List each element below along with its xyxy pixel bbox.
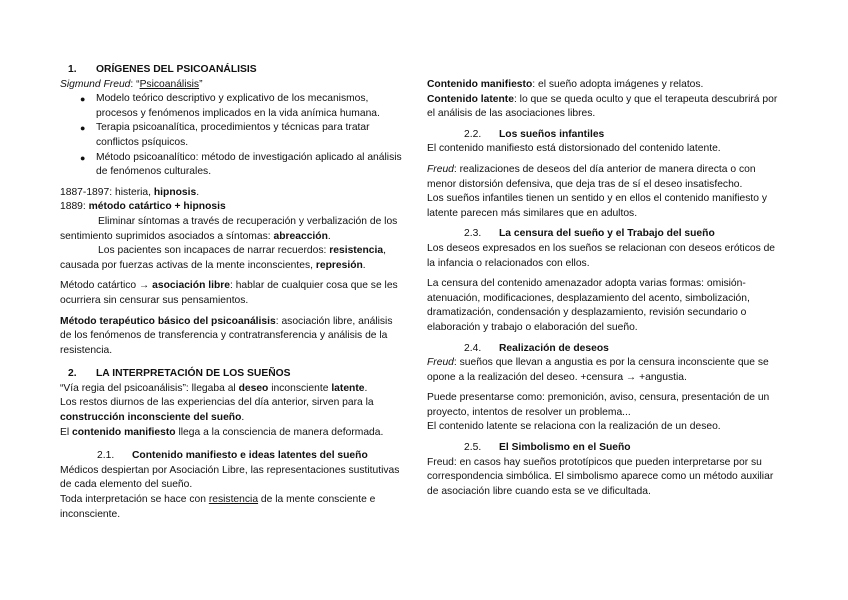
section-2-heading: 2. LA INTERPRETACIÓN DE LOS SUEÑOS [68, 368, 291, 380]
cm-definition: Contenido manifiesto: el sueño adopta imágenes y relatos. [427, 79, 704, 90]
catartico-paragraph: Método catártico → asociación libre: hablar de cualquier cosa que se les ocurriera sin censurar sus pensamientos. [60, 280, 398, 306]
bullet-list [60, 92, 404, 180]
list-item: ● Modelo teórico descriptivo y explicativo de los mecanismos, procesos y fenómenos implicados en la vida anímica humana. [80, 93, 380, 119]
psicoanalisis-link[interactable]: Psicoanálisis [139, 78, 200, 90]
section-2-1-heading: 2.1. Contenido manifiesto e ideas latentes del sueño [97, 450, 368, 462]
section-2-4-heading: 2.4. Realización de deseos [464, 342, 609, 354]
freud-angustia-paragraph: Freud: sueños que llevan a angustia es por la censura inconsciente que se opone a la realización del deseo. +censura → +angustia. [427, 357, 769, 383]
simbolismo-paragraph: Freud: en casos hay sueños prototípicos que pueden interpretarse por su correspondencia simbólica. El simbolismo aparece como un método auxiliar de asociación libre cuando esta se ve dificultada. [427, 456, 774, 497]
resistencia-paragraph: Los pacientes son incapaces de narrar recuerdos: resistencia, causada por fuerzas activas de la mente inconscientes, represión. [60, 245, 386, 271]
date-line-1889: 1889: método catártico + hipnosis [60, 201, 226, 213]
censura-paragraph: La censura del contenido amenazador adopta varias formas: omisión-atenuación, modificaciones, desplazamiento del acento, simbolización, dramatización, condensación y desplazamiento, revisión secundario o elaboración y trabajo o elaboración del sueño. [427, 278, 750, 333]
author-line: Sigmund Freud: “Psicoanálisis” [60, 78, 203, 90]
date-line-1887: 1887-1897: histeria, hipnosis. [60, 186, 200, 198]
bullet-icon: ● [80, 152, 86, 163]
right-column [427, 78, 785, 499]
abreaccion-paragraph: Eliminar síntomas a través de recuperación y verbalización de los sentimiento suprimidos asociados a síntomas: abreacción. [60, 215, 398, 242]
section-2-3-heading: 2.3. La censura del sueño y el Trabajo del sueño [464, 228, 715, 240]
restos-diurnos-paragraph: Los restos diurnos de las experiencias del día anterior, sirven para la construcción inconsciente del sueño. [60, 397, 374, 424]
via-regia-paragraph: “Vía regia del psicoanálisis”: llegaba al deseo inconsciente latente. [60, 382, 368, 394]
section-2-2-heading: 2.2. Los sueños infantiles [464, 128, 605, 140]
bullet-icon: ● [80, 123, 86, 134]
presentarse-paragraph: Puede presentarse como: premonición, aviso, censura, presentación de un proyecto, intentos de resolver un problema... [427, 392, 770, 418]
freud-deseos-paragraph: Freud: realizaciones de deseos del día anterior de manera directa o con menor distorsión defensiva, que deja tras de sí el deseo insatisfecho. [427, 163, 756, 190]
left-column [60, 63, 404, 522]
section-1-heading: 1. ORÍGENES DEL PSICOANÁLISIS [68, 64, 257, 75]
cl-definition: Contenido latente: lo que se queda oculto y que el terapeuta descubrirá por el análisis de las asociaciones libres. [427, 93, 778, 120]
metodo-basico-paragraph: Método terapéutico básico del psicoanálisis: asociación libre, análisis de los fenómenos de transferencia y contratransferencia y análisis de la resistencia. [60, 315, 393, 356]
latente-realizacion-paragraph: El contenido latente se relaciona con la realización de un deseo. [427, 421, 721, 433]
section-2-5-heading: 2.5. El Simbolismo en el Sueño [464, 442, 631, 454]
toda-interpretacion-paragraph: Toda interpretación se hace con resistencia de la mente consciente e inconsciente. [60, 494, 376, 520]
contenido-manifiesto-paragraph: El contenido manifiesto llega a la consciencia de manera deformada. [60, 426, 384, 438]
medicos-paragraph: Médicos despiertan por Asociación Libre, las representaciones sustitutivas de cada elemento del sueño. [60, 464, 400, 491]
list-item: ● Método psicoanalítico: método de investigación aplicado al análisis de fenómenos culturales. [80, 151, 402, 178]
deseos-eroticos-paragraph: Los deseos expresados en los sueños se relacionan con deseos eróticos de la infancia o relacionados con ellos. [427, 242, 776, 269]
list-item: ● Terapia psicoanalítica, procedimientos y técnicas para tratar conflictos psíquicos. [80, 122, 370, 148]
distorsion-paragraph: El contenido manifiesto está distorsionado del contenido latente. [427, 143, 721, 155]
bullet-icon: ● [80, 94, 86, 105]
suenos-infantiles-paragraph: Los sueños infantiles tienen un sentido y en ellos el contenido manifiesto y latente parecen más similares que en adultos. [427, 193, 768, 219]
